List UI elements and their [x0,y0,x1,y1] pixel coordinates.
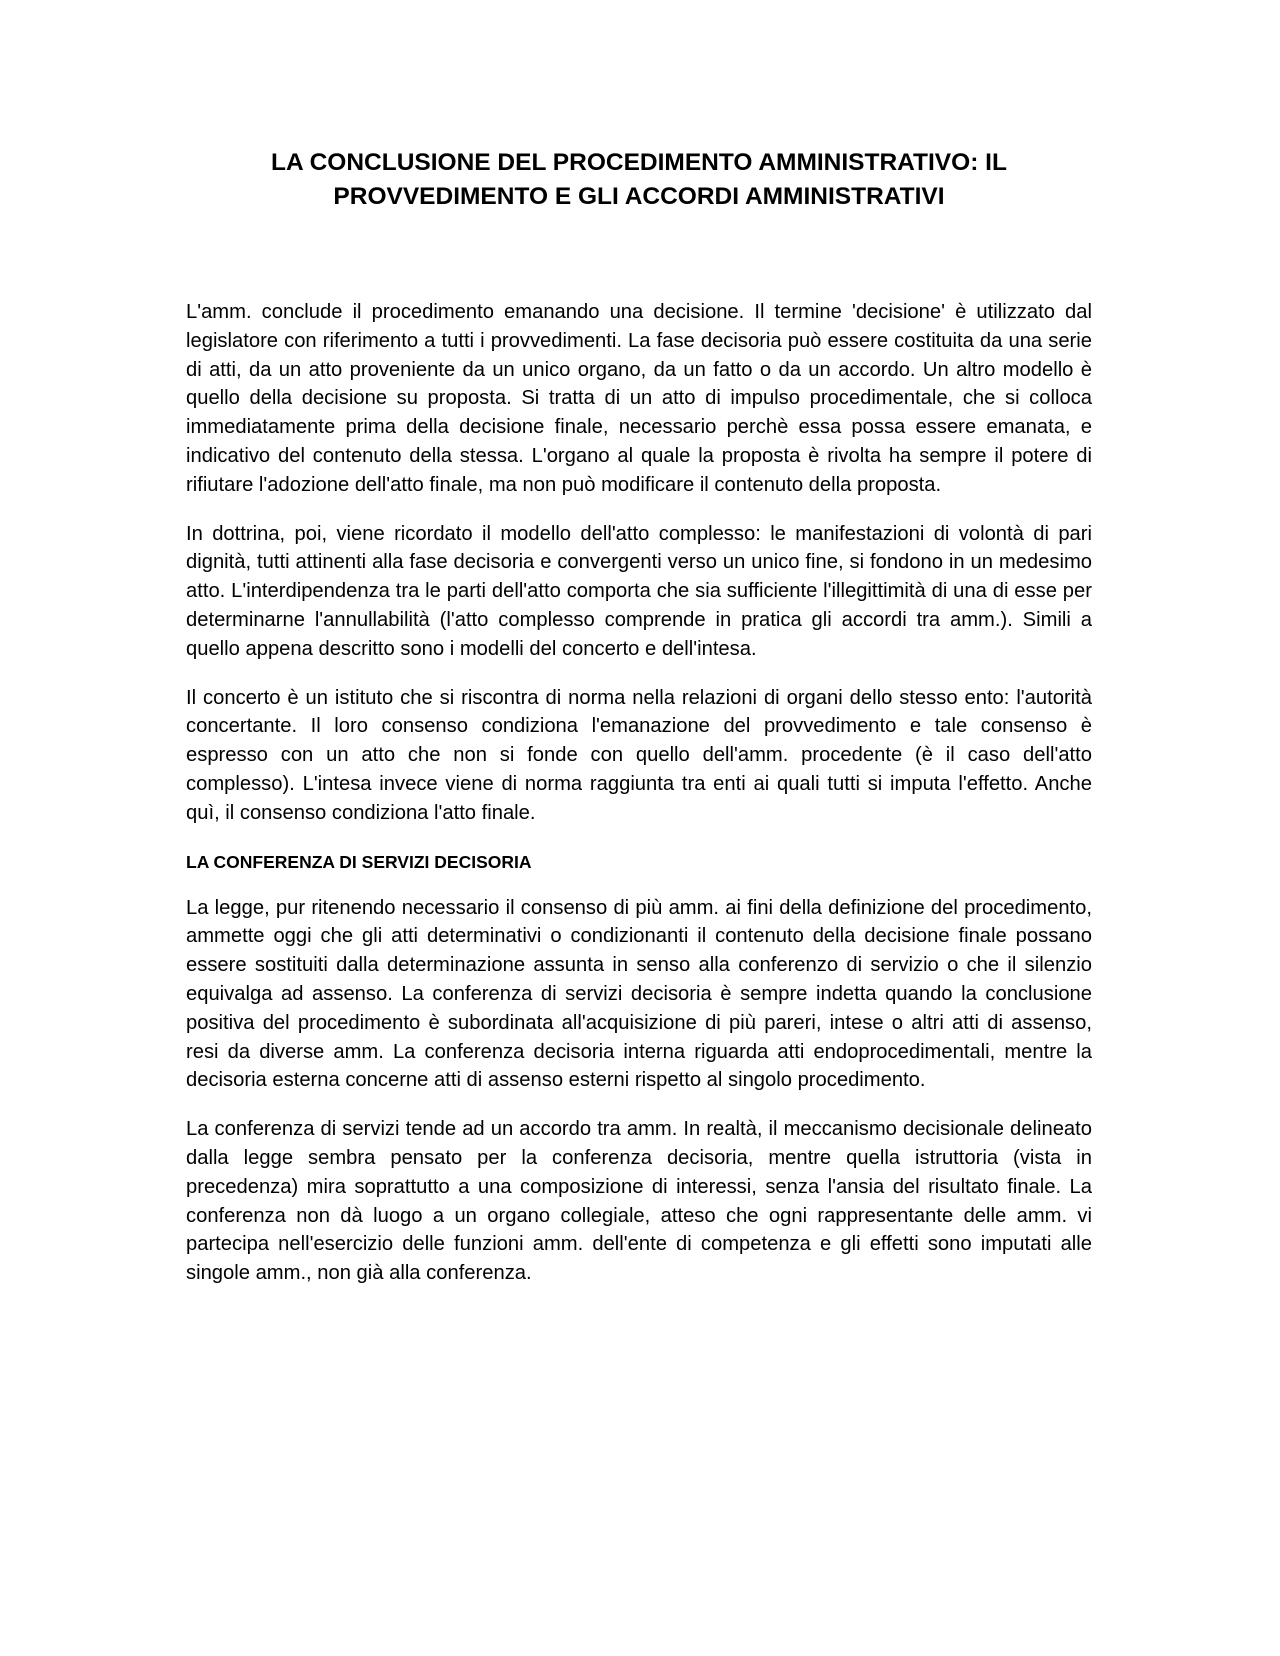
document-title [186,146,1092,214]
paragraph-concerto-intesa: Il concerto è un istituto che si riscontra di norma nella relazioni di organi dello stesso ento: l'autorità concertante. Il loro consenso condiziona l'emanazione del provvedimento e tale consenso è espresso con un atto che non si fonde con quello dell'amm. procedente (è il caso dell'atto complesso). L'intesa invece viene di norma raggiunta tra enti ai quali tutti si imputa l'effetto. Anche quì, il consenso condiziona l'atto finale. [186,686,1092,824]
paragraph-conferenza-decisoria: La legge, pur ritenendo necessario il consenso di più amm. ai fini della definizione del procedimento, ammette oggi che gli atti determinativi o condizionanti il contenuto della decisione finale possano essere sostituiti dalla determinazione assunta in senso alla conferenzo di servizio o che il silenzio equivalga ad assenso. La conferenza di servizi decisoria è sempre indetta quando la conclusione positiva del procedimento è subordinata all'acquisizione di più pareri, intese o altri atti di assenso, resi da diverse amm. La conferenza decisoria interna riguarda atti endoprocedimentali, mentre la decisoria esterna concerne atti di assenso esterni rispetto al singolo procedimento. [186,896,1092,1092]
section-heading-conferenza: LA CONFERENZA DI SERVIZI DECISORIA [186,851,532,872]
title-line-1: LA CONCLUSIONE DEL PROCEDIMENTO AMMINISTRATIVO: IL [271,149,1007,176]
document-body [186,298,1092,1288]
document-page [186,146,1092,1308]
paragraph-decisione: L'amm. conclude il procedimento emanando una decisione. Il termine 'decisione' è utilizzato dal legislatore con riferimento a tutti i provvedimenti. La fase decisoria può essere costituita da una serie di atti, da un atto proveniente da un unico organo, da un fatto o da un accordo. Un altro modello è quello della decisione su proposta. Si tratta di un atto di impulso procedimentale, che si colloca immediatamente prima della decisione finale, necessario perchè essa possa essere emanata, e indicativo del contenuto della stessa. L'organo al quale la proposta è rivolta ha sempre il potere di rifiutare l'adozione dell'atto finale, ma non può modificare il contenuto della proposta. [186,301,1092,496]
paragraph-atto-complesso: In dottrina, poi, viene ricordato il modello dell'atto complesso: le manifestazioni di volontà di pari dignità, tutti attinenti alla fase decisoria e convergenti verso un unico fine, si fondono in un medesimo atto. L'interdipendenza tra le parti dell'atto comporta che sia sufficiente l'illegittimità di una di esse per determinarne l'annullabilità (l'atto complesso comprende in pratica gli accordi tra amm.). Simili a quello appena descritto sono i modelli del concerto e dell'intesa. [186,522,1092,660]
paragraph-conferenza-accordo: La conferenza di servizi tende ad un accordo tra amm. In realtà, il meccanismo decisionale delineato dalla legge sembra pensato per la conferenza decisoria, mentre quella istruttoria (vista in precedenza) mira soprattutto a una composizione di interessi, senza l'ansia del risultato finale. La conferenza non dà luogo a un organo collegiale, atteso che ogni rappresentante delle amm. vi partecipa nell'esercizio delle funzioni amm. dell'ente di competenza e gli effetti sono imputati alle singole amm., non già alla conferenza. [186,1118,1092,1285]
title-line-2: PROVVEDIMENTO E GLI ACCORDI AMMINISTRATIVI [333,183,945,210]
